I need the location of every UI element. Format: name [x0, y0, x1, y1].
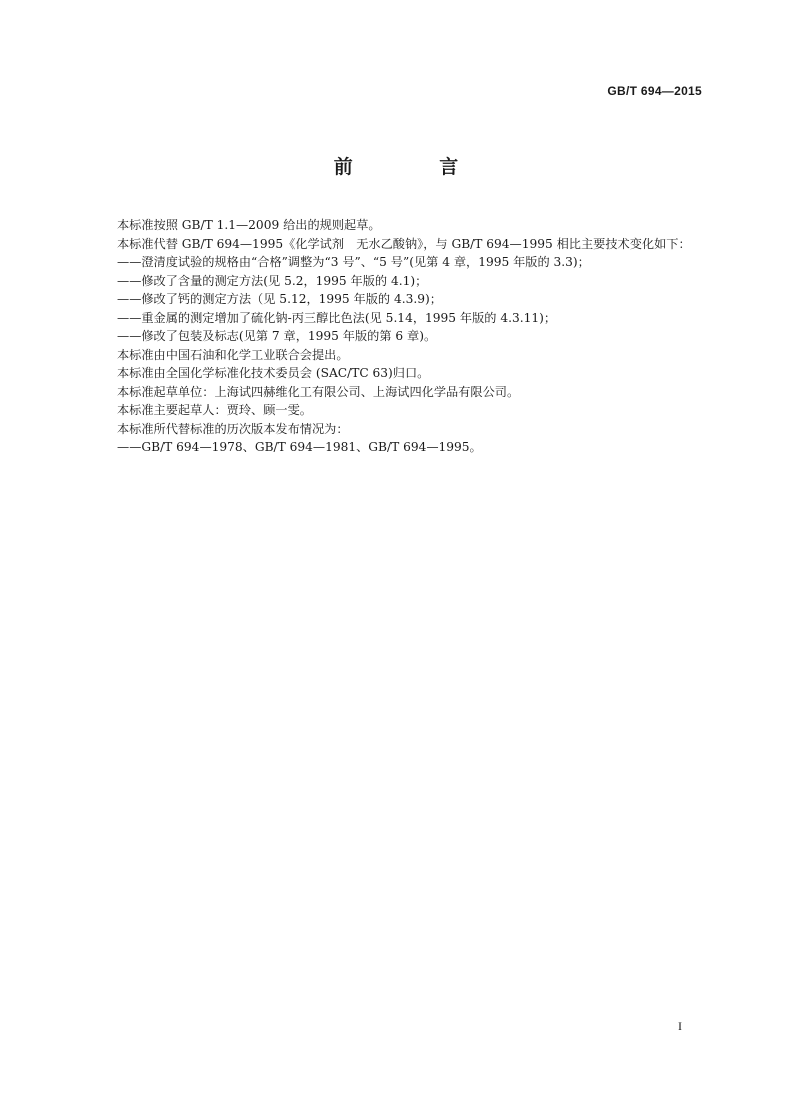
- version-history-list: ——GB/T 694—1978、GB/T 694—1981、GB/T 694—1995。: [117, 440, 482, 454]
- paragraph-drafting-units: 本标准起草单位：上海试四赫维化工有限公司、上海试四化学品有限公司。: [117, 384, 520, 399]
- foreword-body: [90, 216, 704, 457]
- paragraph-proposed-by: 本标准由中国石油和化学工业联合会提出。: [117, 347, 349, 362]
- paragraph-drafters: 本标准主要起草人：贾玲、顾一雯。: [117, 403, 312, 417]
- page-title: 前 言: [333, 156, 499, 178]
- change-item-clarity: ——澄清度试验的规格由“合格”调整为“3 号”、“5 号”(见第 4 章，1995 年版的 3.3)；: [117, 255, 590, 269]
- page-number: I: [678, 1019, 682, 1033]
- paragraph-version-history: 本标准所代替标准的历次版本发布情况为：: [117, 421, 349, 436]
- standard-code: GB/T 694—2015: [607, 84, 702, 98]
- change-item-content: ——修改了含量的测定方法(见 5.2，1995 年版的 4.1)；: [117, 273, 428, 288]
- change-item-heavy-metals: ——重金属的测定增加了硫化钠-丙三醇比色法(见 5.14，1995 年版的 4.3.11)；: [117, 310, 557, 325]
- paragraph-drafting-rules: 本标准按照 GB/T 1.1—2009 给出的规则起草。: [117, 218, 381, 232]
- paragraph-replacement: 本标准代替 GB/T 694—1995《化学试剂 无水乙酸钠》，与 GB/T 694—1995 相比主要技术变化如下：: [117, 236, 691, 251]
- paragraph-centralized-by: 本标准由全国化学标准化技术委员会 (SAC/TC 63)归口。: [117, 366, 430, 380]
- change-item-packaging: ——修改了包装及标志(见第 7 章，1995 年版的第 6 章)。: [117, 329, 437, 343]
- change-item-calcium: ——修改了钙的测定方法（见 5.12，1995 年版的 4.3.9)；: [117, 292, 442, 306]
